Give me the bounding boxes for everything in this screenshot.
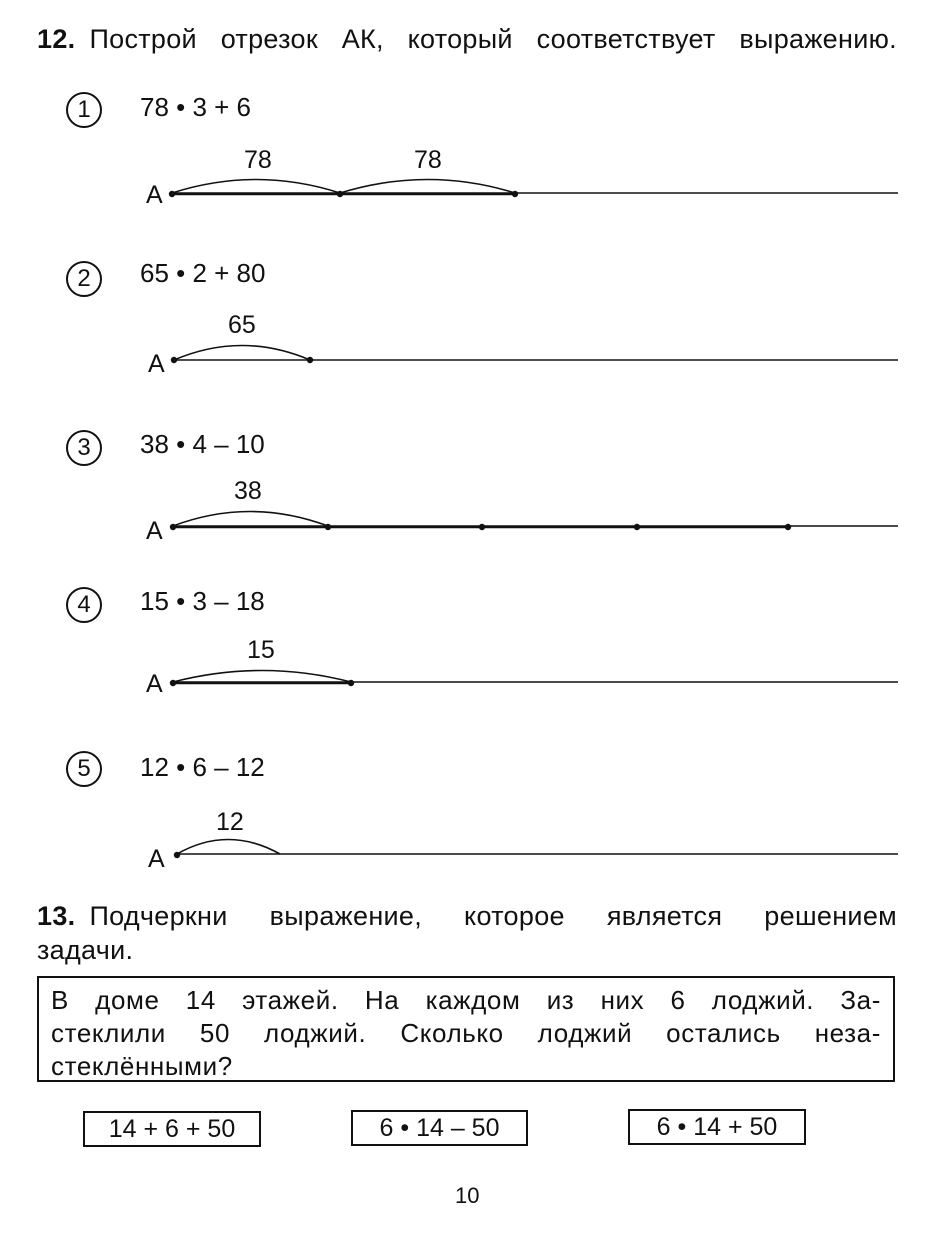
problem-word: На	[364, 985, 400, 1015]
item-3-number: 3	[66, 430, 102, 466]
item-3-expression: 38 • 4 – 10	[140, 429, 265, 459]
item-1-point-2	[512, 191, 518, 197]
problem-word: За-	[840, 985, 881, 1015]
item-3-point-4	[785, 524, 791, 530]
item-1-arc-label-1: 78	[244, 146, 272, 174]
problem-word: В	[51, 985, 69, 1015]
item-3-point-1	[325, 524, 331, 530]
page-number: 10	[455, 1183, 480, 1208]
problem-word: 50	[199, 1018, 231, 1048]
item-1-point-a-dot	[169, 191, 175, 197]
item-1-point-1	[337, 191, 343, 197]
item-5-expression: 12 • 6 – 12	[140, 752, 265, 782]
task-13-title	[37, 901, 897, 932]
task-12-word: выражению.	[739, 24, 897, 54]
problem-line-2	[51, 1017, 881, 1050]
item-4-expression: 15 • 3 – 18	[140, 586, 265, 616]
problem-word: 6	[670, 985, 686, 1015]
problem-text-box	[37, 976, 895, 1082]
problem-line-1	[51, 984, 881, 1017]
task-13-number: 13.	[37, 901, 76, 931]
task-12-word: АК,	[341, 24, 384, 54]
problem-line-3	[51, 1050, 881, 1083]
problem-word: каждом	[425, 985, 521, 1015]
item-5-number: 5	[66, 751, 102, 787]
problem-word: лоджий.	[263, 1018, 367, 1048]
item-5-arc-label-1: 12	[216, 808, 244, 836]
task-13-text-line-1: Подчеркни выражение, которое является решением	[89, 901, 897, 931]
item-4-number: 4	[66, 587, 102, 623]
item-3-arc-label-1: 38	[234, 477, 262, 505]
item-1-number: 1	[66, 92, 102, 128]
answer-option-3[interactable]: 6 • 14 + 50	[628, 1109, 806, 1145]
task-13-text-line-2: задачи.	[37, 935, 134, 965]
answer-option-2[interactable]: 6 • 14 – 50	[351, 1110, 528, 1146]
problem-word: стеклили	[51, 1018, 166, 1048]
problem-word: 14	[185, 985, 216, 1015]
item-4-point-a-dot	[170, 680, 176, 686]
item-4-arc-1	[173, 671, 351, 683]
task-12-number: 12.	[37, 24, 76, 54]
problem-word: доме	[95, 985, 160, 1015]
item-3-point-3	[634, 524, 640, 530]
problem-word: этажей.	[242, 985, 339, 1015]
answer-option-1[interactable]: 14 + 6 + 50	[83, 1111, 261, 1147]
item-3-point-a-dot	[170, 524, 176, 530]
item-3-point-a: А	[146, 517, 163, 545]
task-12-word: отрезок	[220, 24, 318, 54]
item-4-arc-label-1: 15	[247, 636, 275, 664]
item-1-expression: 78 • 3 + 6	[140, 92, 252, 122]
item-2-point-a-dot	[171, 357, 177, 363]
item-1-arc-1	[172, 180, 340, 194]
item-5-arc-1	[177, 840, 280, 855]
item-5-point-a: А	[148, 845, 165, 873]
problem-word: остались	[666, 1018, 781, 1048]
problem-word: неза-	[814, 1018, 881, 1048]
problem-word: лоджий	[537, 1018, 633, 1048]
item-3-point-2	[479, 524, 485, 530]
item-3-arc-1	[173, 512, 328, 527]
problem-word: них	[600, 985, 645, 1015]
item-4-point-1	[348, 680, 354, 686]
problem-word: стеклёнными?	[51, 1051, 233, 1081]
task-12-word: который	[407, 24, 513, 54]
item-4-point-a: А	[146, 670, 163, 698]
problem-word: лоджий.	[711, 985, 815, 1015]
item-2-arc-1	[174, 346, 310, 361]
item-1-arc-2	[340, 180, 515, 194]
task-12-word: соответствует	[536, 24, 716, 54]
item-2-point-1	[307, 357, 313, 363]
item-5-point-a-dot	[174, 852, 180, 858]
task-12-word: Построй	[89, 24, 197, 54]
item-2-number: 2	[66, 261, 102, 297]
item-1-point-a: А	[146, 181, 163, 209]
problem-word: из	[546, 985, 575, 1015]
item-1-arc-label-2: 78	[414, 146, 442, 174]
item-2-point-a: А	[148, 350, 165, 378]
item-2-expression: 65 • 2 + 80	[140, 258, 266, 288]
item-2-arc-label-1: 65	[228, 311, 256, 339]
problem-word: Сколько	[400, 1018, 504, 1048]
